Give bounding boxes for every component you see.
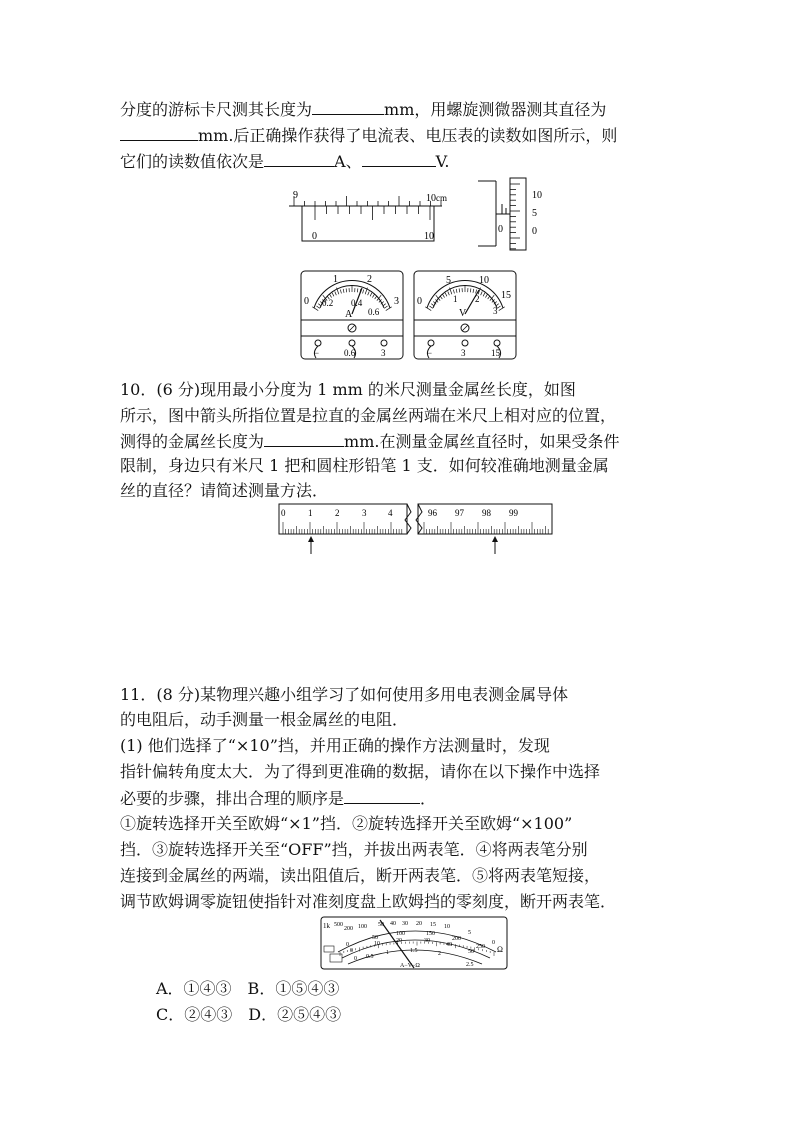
- caliper-vernier-0: 0: [312, 231, 317, 242]
- ac-label-2.5: 2.5: [466, 962, 474, 968]
- ruler-label-3: 3: [362, 508, 367, 518]
- voltmeter-terminal-15: 15: [491, 348, 500, 358]
- ohm-label-5: 5: [468, 930, 471, 936]
- voltmeter-figure: [413, 270, 517, 360]
- dc-label-0: 0: [346, 942, 349, 948]
- ohm-label-1k: 1k: [323, 922, 330, 930]
- low-label-40: 40: [446, 942, 452, 948]
- voltmeter-unit: V: [459, 308, 467, 319]
- ammeter-scale-2: 2: [367, 274, 372, 285]
- caliper-main-end: 10: [426, 193, 436, 204]
- ruler-label-96: 96: [428, 508, 437, 518]
- multimeter-dial-figure: [320, 916, 508, 970]
- ohm-label-10: 10: [444, 924, 450, 930]
- answer-blank: [344, 785, 420, 804]
- ammeter-inner-0.6: 0.6: [368, 307, 380, 317]
- low-label-20: 20: [396, 938, 402, 944]
- answer-blank: [312, 96, 384, 115]
- q11-line2: [120, 707, 680, 732]
- q9-text: mm，用螺旋测微器测其直径为: [384, 100, 607, 119]
- q11-line7: [120, 837, 680, 862]
- answer-blank: [362, 148, 436, 167]
- low-label-10: 10: [374, 941, 380, 947]
- ammeter-terminal-0.6: 0.6: [344, 348, 356, 358]
- dc-label-50: 50: [372, 935, 378, 941]
- ruler-label-99: 99: [509, 508, 518, 518]
- ohm-label-0: 0: [492, 940, 495, 946]
- q10-line1: [120, 377, 680, 402]
- option-text: A．①④③ B．①⑤④③: [156, 979, 340, 998]
- ohm-label-200: 200: [344, 926, 353, 932]
- caliper-main-start: 9: [293, 190, 298, 201]
- ammeter-scale-1: 1: [333, 274, 338, 285]
- dc-label-100: 100: [396, 931, 405, 937]
- q10-text: 所示，图中箭头所指位置是拉直的金属丝两端在米尺上相对应的位置，: [120, 406, 617, 425]
- meter-ruler-figure: [278, 500, 554, 556]
- q11-line5: [120, 785, 680, 811]
- q11-line9: [120, 889, 680, 914]
- q9-text: 它们的读数值依次是: [120, 152, 265, 171]
- ammeter-inner-0.2: 0.2: [322, 298, 334, 308]
- ohm-label-500: 500: [334, 922, 343, 928]
- multimeter-label: A−V−Ω: [400, 963, 420, 969]
- q11-text: (1) 他们选择了“×10”挡，并用正确的操作方法测量时，发现: [120, 736, 550, 755]
- q9-line1: [120, 96, 680, 122]
- ohm-symbol: Ω: [497, 945, 503, 954]
- q11-text: 调节欧姆调零旋钮使指针对准刻度盘上欧姆挡的零刻度，断开两表笔．: [120, 892, 617, 911]
- ammeter-unit: A: [345, 309, 353, 320]
- ammeter-scale-3: 3: [394, 296, 399, 307]
- voltmeter-scale-0: 0: [417, 296, 422, 307]
- ac-label-1: 1: [386, 950, 389, 956]
- q10-text: 10．(6 分)现用最小分度为 1 mm 的米尺测量金属丝长度，如图: [120, 380, 576, 399]
- q9-text: A、: [334, 152, 362, 171]
- q11-text: 必要的步骤，排出合理的顺序是: [120, 789, 345, 808]
- ruler-label-97: 97: [455, 508, 464, 518]
- ohm-label-30: 30: [402, 921, 408, 927]
- ac-label-2: 2: [438, 951, 441, 957]
- answer-blank: [264, 428, 344, 447]
- micrometer-figure: [476, 176, 556, 252]
- q11-text: ①旋转选择开关至欧姆“×1”挡．②旋转选择开关至欧姆“×100”: [120, 814, 573, 833]
- voltmeter-scale-10: 10: [479, 275, 489, 286]
- ohm-label-40: 40: [390, 921, 396, 927]
- ohm-label-15: 15: [430, 922, 436, 928]
- ruler-label-0: 0: [281, 508, 286, 518]
- q10-line4: [120, 453, 680, 478]
- ohm-label-50: 50: [378, 922, 384, 928]
- vernier-caliper-figure: [284, 184, 447, 246]
- q11-line6: [120, 811, 680, 836]
- q10-text: 测得的金属丝长度为: [120, 432, 265, 451]
- dc-label-200: 200: [452, 936, 461, 942]
- voltmeter-terminal-3: 3: [461, 348, 466, 358]
- caliper-vernier-10: 10: [424, 231, 434, 242]
- voltmeter-terminal-neg: −: [427, 348, 433, 358]
- ac-label-0: 0: [354, 956, 357, 962]
- arrow-up-icon: [308, 536, 314, 554]
- q11-line8: [120, 863, 680, 888]
- ruler-label-4: 4: [388, 508, 393, 518]
- q10-text: 限制，身边只有米尺 1 把和圆柱形铅笔 1 支．如何较准确地测量金属: [120, 456, 609, 475]
- option-text: C．②④③ D．②⑤④③: [156, 1005, 342, 1024]
- voltmeter-scale-15: 15: [501, 290, 511, 301]
- ac-label-0.5: 0.5: [366, 954, 374, 960]
- q9-text: V.: [435, 152, 450, 171]
- q10-line3: [120, 428, 680, 454]
- q10-line2: [120, 403, 680, 428]
- answer-blank: [264, 148, 334, 167]
- dc-label-150: 150: [426, 931, 435, 937]
- ammeter-scale-0: 0: [304, 296, 309, 307]
- voltmeter-inner-3: 3: [493, 306, 498, 316]
- q11-text: ．: [420, 789, 437, 808]
- q9-text: mm.后正确操作获得了电流表、电压表的读数如图所示，则: [198, 126, 618, 145]
- ammeter-terminal-neg: −: [314, 348, 320, 358]
- option-line-2: [156, 1002, 716, 1027]
- ammeter-figure: [300, 270, 404, 360]
- low-label-50: 50: [468, 949, 474, 955]
- voltmeter-scale-5: 5: [446, 275, 451, 286]
- q9-line2: [120, 122, 680, 148]
- voltmeter-inner-1: 1: [453, 294, 458, 304]
- ammeter-inner-0.4: 0.4: [351, 298, 363, 308]
- micrometer-thimble-5: 5: [532, 208, 537, 219]
- q11-text: 挡．③旋转选择开关至“OFF”挡，并拔出两表笔．④将两表笔分别: [120, 840, 588, 859]
- micrometer-sleeve-0: 0: [498, 224, 503, 235]
- q11-text: 连接到金属丝的两端，读出阻值后，断开两表笔．⑤将两表笔短接，: [120, 866, 601, 885]
- arrow-up-icon: [492, 536, 498, 554]
- option-line-1: [156, 976, 716, 1001]
- voltmeter-inner-2: 2: [475, 294, 480, 304]
- dc-label-250: 250: [476, 944, 485, 950]
- ruler-label-2: 2: [335, 508, 340, 518]
- ruler-label-1: 1: [308, 508, 313, 518]
- q11-text: 11．(8 分)某物理兴趣小组学习了如何使用多用电表测金属导体: [120, 685, 569, 704]
- ammeter-terminal-3: 3: [381, 348, 386, 358]
- q10-text: 丝的直径？请简述测量方法．: [120, 481, 329, 500]
- q9-line3: [120, 148, 680, 174]
- ohm-label-100: 100: [358, 924, 367, 930]
- ac-label-1.5: 1.5: [410, 948, 418, 954]
- q11-text: 的电阻后，动手测量一根金属丝的电阻．: [120, 710, 409, 729]
- micrometer-thimble-0: 0: [532, 226, 537, 237]
- q11-line1: [120, 682, 680, 707]
- caliper-unit: cm: [436, 193, 447, 203]
- ruler-label-98: 98: [482, 508, 491, 518]
- q9-text: 分度的游标卡尺测其长度为: [120, 100, 313, 119]
- q11-text: 指针偏转角度太大．为了得到更准确的数据，请你在以下操作中选择: [120, 762, 601, 781]
- low-label-30: 30: [424, 938, 430, 944]
- low-label-0: 0: [350, 948, 353, 954]
- q11-line4: [120, 759, 680, 784]
- q10-text: mm.在测量金属丝直径时，如果受条件: [344, 432, 620, 451]
- q11-line3: [120, 733, 680, 758]
- answer-blank: [120, 122, 198, 141]
- ohm-label-20: 20: [416, 921, 422, 927]
- micrometer-thimble-10: 10: [532, 190, 542, 201]
